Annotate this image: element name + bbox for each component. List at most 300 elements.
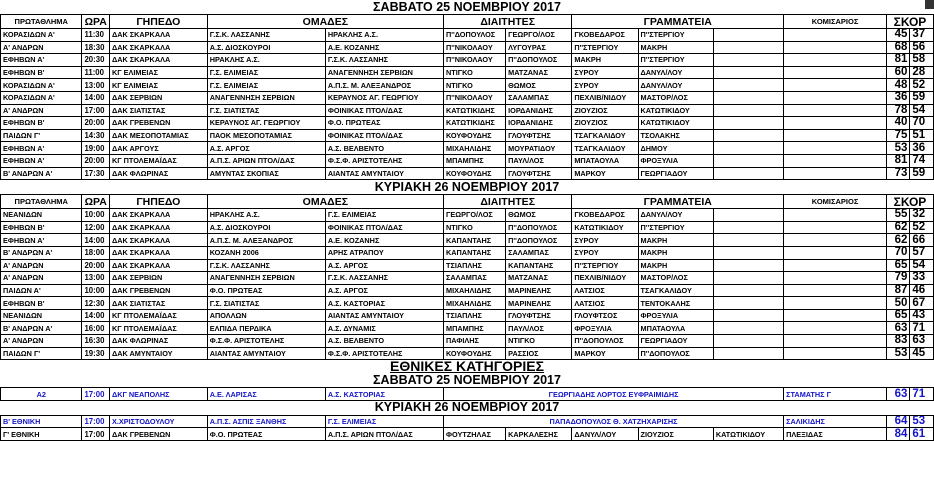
commissioner-cell xyxy=(784,272,887,285)
referee-1-cell: ΜΠΑΜΠΗΣ xyxy=(444,322,506,335)
time-cell: 11:00 xyxy=(82,66,109,79)
secretary-1-cell: ΖΙΟΥΖΙΟΣ xyxy=(572,117,638,130)
commissioner-cell xyxy=(784,91,887,104)
referee-2-cell: ΡΑΣΣΙΟΣ xyxy=(506,347,572,360)
referee-1-cell: ΝΤΙΓΚΟ xyxy=(444,66,506,79)
sunday-match-row xyxy=(1,284,934,297)
home-team-cell: ΗΡΑΚΛΗΣ Α.Σ. xyxy=(207,54,325,67)
home-team-cell: ΑΝΑΓΕΝΝΗΣΗ ΣΕΡΒΙΩΝ xyxy=(207,91,325,104)
secretary-1-cell: ΜΠΑΤΑΟΥΛΑ xyxy=(572,154,638,167)
secretary-3-cell xyxy=(713,221,783,234)
referee-1-cell: Π''ΝΙΚΟΛΑΟΥ xyxy=(444,91,506,104)
commissioner-cell xyxy=(784,29,887,42)
championship-cell: ΚΟΡΑΣΙΔΩΝ Α' xyxy=(1,91,82,104)
home-team-cell: Γ.Σ. ΣΙΑΤΙΣΤΑΣ xyxy=(207,104,325,117)
referee-2-cell: ΓΕΩΡΓΟ/ΛΟΣ xyxy=(506,29,572,42)
home-score-cell: 36 xyxy=(886,91,909,104)
venue-cell: ΔΑΚ ΜΕΣΟΠΟΤΑΜΙΑΣ xyxy=(109,129,207,142)
away-score-cell: 52 xyxy=(910,79,934,92)
saturday-title xyxy=(1,0,934,15)
referees-cell: ΓΕΩΡΓΙΑΔΗΣ ΛΟΡΤΟΣ ΕΥΦΡΑΙΜΙΔΗΣ xyxy=(444,388,784,401)
venue-cell: Χ.ΧΡΙΣΤΟΔΟΥΛΟΥ xyxy=(109,415,207,428)
commissioner-cell: ΣΑΛΙΚΙΔΗΣ xyxy=(784,415,887,428)
away-team-cell: ΦΟΙΝΙΚΑΣ ΠΤΟΛ/ΔΑΣ xyxy=(325,221,443,234)
referee-2-cell: ΜΑΡΙΝΕΛΗΣ xyxy=(506,297,572,310)
away-score-cell: 53 xyxy=(910,415,934,428)
referee-1-cell: ΣΑΛΑΜΠΑΣ xyxy=(444,272,506,285)
home-score-cell: 87 xyxy=(886,284,909,297)
time-cell: 20:00 xyxy=(82,154,109,167)
home-team-cell: Α.Π.Σ. ΑΣΠΙΣ ΞΑΝΘΗΣ xyxy=(207,415,325,428)
secretary-1-cell: ΓΚΟΒΕΔΑΡΟΣ xyxy=(572,209,638,222)
championship-cell: Γ' ΕΘΝΙΚΗ xyxy=(1,428,82,441)
referee-2-cell: ΝΤΙΓΚΟ xyxy=(506,335,572,348)
secretary-2-cell: ΚΑΤΩΤΙΚΙΔΟΥ xyxy=(638,117,713,130)
secretary-3-cell xyxy=(713,297,783,310)
home-team-cell: Γ.Σ.Κ. ΛΑΣΣΑΝΗΣ xyxy=(207,29,325,42)
referee-1-cell: Π''ΝΙΚΟΛΑΟΥ xyxy=(444,54,506,67)
secretary-1-cell: ΤΣΑΓΚΑΛΙΔΟΥ xyxy=(572,129,638,142)
secretary-1-cell: ΣΥΡΟΥ xyxy=(572,234,638,247)
away-score-cell: 67 xyxy=(910,297,934,310)
referee-1-cell: ΚΑΤΩΤΙΚΙΔΗΣ xyxy=(444,104,506,117)
championship-cell: ΚΟΡΑΣΙΔΩΝ Α' xyxy=(1,79,82,92)
championship-cell: Α' ΑΝΔΡΩΝ xyxy=(1,272,82,285)
commissioner-cell xyxy=(784,297,887,310)
championship-cell: ΕΦΗΒΩΝ Β' xyxy=(1,117,82,130)
venue-cell: ΔΑΚ ΣΙΑΤΙΣΤΑΣ xyxy=(109,297,207,310)
venue-cell: ΔΑΚ ΣΚΑΡΚΑΛΑ xyxy=(109,209,207,222)
sunday-match-row xyxy=(1,322,934,335)
sunday-match-row xyxy=(1,335,934,348)
home-score-cell: 81 xyxy=(886,154,909,167)
championship-cell: ΕΦΗΒΩΝ Α' xyxy=(1,54,82,67)
venue-cell: ΔΑΚ ΑΜΥΝΤΑΙΟΥ xyxy=(109,347,207,360)
away-team-cell: Α.Σ. ΚΑΣΤΟΡΙΑΣ xyxy=(325,388,443,401)
secretary-2-cell: ΜΠΑΤΑΟΥΛΑ xyxy=(638,322,713,335)
national-sunday-title xyxy=(1,400,934,415)
home-score-cell: 50 xyxy=(886,297,909,310)
away-team-cell: Α.Σ. ΒΕΛΒΕΝΤΟ xyxy=(325,335,443,348)
sunday-match-row xyxy=(1,347,934,360)
home-team-cell: ΗΡΑΚΛΗΣ Α.Σ. xyxy=(207,209,325,222)
secretary-2-cell: Π''ΣΤΕΡΓΙΟΥ xyxy=(638,29,713,42)
time-cell: 16:00 xyxy=(82,322,109,335)
home-team-cell: Α.Σ. ΔΙΟΣΚΟΥΡΟΙ xyxy=(207,41,325,54)
home-score-cell: 55 xyxy=(886,209,909,222)
away-team-cell: Α.Π.Σ. Μ. ΑΛΕΞΑΝΔΡΟΣ xyxy=(325,79,443,92)
commissioner-cell xyxy=(784,142,887,155)
referee-2-cell: ΚΑΡΚΑΛΕΣΗΣ xyxy=(506,428,572,441)
time-cell: 18:00 xyxy=(82,246,109,259)
secretary-3-cell xyxy=(713,284,783,297)
secretary-1-cell: ΛΑΤΣΙΟΣ xyxy=(572,297,638,310)
referee-1-cell: ΚΑΠΑΝΤΑΗΣ xyxy=(444,234,506,247)
commissioner-cell xyxy=(784,104,887,117)
secretary-1-cell: Π''ΣΤΕΡΓΙΟΥ xyxy=(572,41,638,54)
sunday-match-row xyxy=(1,209,934,222)
away-team-cell: Γ.Σ. ΕΛΙΜΕΙΑΣ xyxy=(325,209,443,222)
secretary-2-cell: Π''ΣΤΕΡΓΙΟΥ xyxy=(638,221,713,234)
secretary-1-cell: ΣΥΡΟΥ xyxy=(572,79,638,92)
home-score-cell: 65 xyxy=(886,309,909,322)
header-commissioner: ΚΟΜΙΣΑΡΙΟΣ xyxy=(784,195,887,209)
referee-1-cell: ΦΟΥΤΖΗΛΑΣ xyxy=(444,428,506,441)
header-teams: ΟΜΑΔΕΣ xyxy=(207,15,443,29)
time-cell: 20:00 xyxy=(82,117,109,130)
championship-cell: Α' ΑΝΔΡΩΝ xyxy=(1,335,82,348)
referee-1-cell: ΚΟΥΦΟΥΔΗΣ xyxy=(444,167,506,180)
secretary-2-cell: ΓΕΩΡΓΙΑΔΟΥ xyxy=(638,335,713,348)
saturday-match-row xyxy=(1,117,934,130)
commissioner-cell xyxy=(784,129,887,142)
header-referees: ΔΙΑΙΤΗΤΕΣ xyxy=(444,195,572,209)
national-sunday-title-cell xyxy=(1,400,934,415)
referee-2-cell: ΛΥΓΟΥΡΑΣ xyxy=(506,41,572,54)
away-score-cell: 33 xyxy=(910,272,934,285)
home-score-cell: 48 xyxy=(886,79,909,92)
away-score-cell: 63 xyxy=(910,335,934,348)
sunday-match-row xyxy=(1,309,934,322)
header-score: ΣΚΟΡ xyxy=(886,195,933,209)
sunday-match-row xyxy=(1,272,934,285)
time-cell: 17:00 xyxy=(82,388,109,401)
venue-cell: ΔΑΚ ΦΛΩΡΙΝΑΣ xyxy=(109,335,207,348)
home-team-cell: Α.Σ. ΑΡΓΟΣ xyxy=(207,142,325,155)
referee-1-cell: ΚΟΥΦΟΥΔΗΣ xyxy=(444,347,506,360)
home-score-cell: 60 xyxy=(886,66,909,79)
commissioner-cell xyxy=(784,209,887,222)
away-team-cell: Φ.Ο. ΠΡΩΤΕΑΣ xyxy=(325,117,443,130)
referee-1-cell: ΚΑΠΑΝΤΑΗΣ xyxy=(444,246,506,259)
away-team-cell: ΗΡΑΚΛΗΣ Α.Σ. xyxy=(325,29,443,42)
home-team-cell: Γ.Σ. ΕΛΙΜΕΙΑΣ xyxy=(207,66,325,79)
away-score-cell: 56 xyxy=(910,41,934,54)
national-saturday-title xyxy=(1,373,934,388)
away-score-cell: 57 xyxy=(910,246,934,259)
home-team-cell: ΑΝΑΓΕΝΝΗΣΗ ΣΕΡΒΙΩΝ xyxy=(207,272,325,285)
referee-1-cell: ΚΟΥΦΟΥΔΗΣ xyxy=(444,129,506,142)
home-score-cell: 63 xyxy=(886,388,909,401)
home-team-cell: Γ.Σ.Κ. ΛΑΣΣΑΝΗΣ xyxy=(207,259,325,272)
away-team-cell: Φ.Σ.Φ. ΑΡΙΣΤΟΤΕΛΗΣ xyxy=(325,347,443,360)
secretary-2-cell: ΔΗΜΟΥ xyxy=(638,142,713,155)
referee-2-cell: ΣΑΛΑΜΠΑΣ xyxy=(506,91,572,104)
header-time: ΩΡΑ xyxy=(82,195,109,209)
time-cell: 14:30 xyxy=(82,129,109,142)
championship-cell: Β' ΑΝΔΡΩΝ Α' xyxy=(1,322,82,335)
away-team-cell: ΦΟΙΝΙΚΑΣ ΠΤΟΛ/ΔΑΣ xyxy=(325,129,443,142)
referee-1-cell: ΚΑΤΩΤΙΚΙΔΗΣ xyxy=(444,117,506,130)
home-team-cell: Γ.Σ. ΣΙΑΤΙΣΤΑΣ xyxy=(207,297,325,310)
referee-2-cell: ΚΑΠΑΝΤΑΗΣ xyxy=(506,259,572,272)
header-championship: ΠΡΩΤΑΘΛΗΜΑ xyxy=(1,195,82,209)
commissioner-cell xyxy=(784,284,887,297)
home-team-cell: ΑΠΟΛΛΩΝ xyxy=(207,309,325,322)
time-cell: 20:00 xyxy=(82,259,109,272)
header-secretariat: ΓΡΑΜΜΑΤΕΙΑ xyxy=(572,15,784,29)
secretary-2-cell: ΤΣΟΛΑΚΗΣ xyxy=(638,129,713,142)
time-cell: 10:00 xyxy=(82,284,109,297)
commissioner-cell xyxy=(784,309,887,322)
commissioner-cell xyxy=(784,234,887,247)
home-score-cell: 53 xyxy=(886,347,909,360)
referee-1-cell: Π''ΝΙΚΟΛΑΟΥ xyxy=(444,41,506,54)
venue-cell: ΔΑΚ ΓΡΕΒΕΝΩΝ xyxy=(109,428,207,441)
home-score-cell: 53 xyxy=(886,142,909,155)
secretary-1-cell: ΓΚΟΒΕΔΑΡΟΣ xyxy=(572,29,638,42)
time-cell: 14:00 xyxy=(82,91,109,104)
header-teams: ΟΜΑΔΕΣ xyxy=(207,195,443,209)
sunday-match-row xyxy=(1,221,934,234)
home-team-cell: ΚΟΖΑΝΗ 2006 xyxy=(207,246,325,259)
commissioner-cell xyxy=(784,167,887,180)
home-score-cell: 78 xyxy=(886,104,909,117)
referee-2-cell: ΓΛΟΥΦΤΣΗΣ xyxy=(506,129,572,142)
referee-2-cell: ΠΑΥΛ/ΛΟΣ xyxy=(506,154,572,167)
secretary-3-cell xyxy=(713,246,783,259)
secretary-2-cell: ΚΑΤΩΤΙΚΙΔΟΥ xyxy=(638,104,713,117)
away-score-cell: 37 xyxy=(910,29,934,42)
championship-cell: Α' ΑΝΔΡΩΝ xyxy=(1,104,82,117)
referee-1-cell: ΓΕΩΡΓΟ/ΛΟΣ xyxy=(444,209,506,222)
championship-cell: ΕΦΗΒΩΝ Β' xyxy=(1,221,82,234)
away-score-cell: 71 xyxy=(910,388,934,401)
time-cell: 19:00 xyxy=(82,142,109,155)
commissioner-cell xyxy=(784,246,887,259)
venue-cell: ΔΑΚ ΓΡΕΒΕΝΩΝ xyxy=(109,284,207,297)
commissioner-cell xyxy=(784,347,887,360)
secretary-2-cell: Π''ΔΟΠΟΥΛΟΣ xyxy=(638,347,713,360)
home-team-cell: Α.Π.Σ. ΑΡΙΩΝ ΠΤΟΛ/ΔΑΣ xyxy=(207,154,325,167)
away-team-cell: ΑΙΑΝΤΑΣ ΑΜΥΝΤΑΙΟΥ xyxy=(325,167,443,180)
header-score: ΣΚΟΡ xyxy=(886,15,933,29)
time-cell: 17:00 xyxy=(82,104,109,117)
time-cell: 18:30 xyxy=(82,41,109,54)
venue-cell: ΔΑΚ ΣΚΑΡΚΑΛΑ xyxy=(109,234,207,247)
referee-2-cell: ΣΑΛΑΜΠΑΣ xyxy=(506,246,572,259)
saturday-title-text: ΣΑΒΒΑΤΟ 25 ΝΟΕΜΒΡΙΟΥ 2017 xyxy=(373,0,561,14)
secretary-1-cell: ΜΑΡΚΟΥ xyxy=(572,167,638,180)
national-title-cell xyxy=(1,360,934,374)
secretary-1-cell: Π''ΔΟΠΟΥΛΟΣ xyxy=(572,335,638,348)
away-score-cell: 59 xyxy=(910,91,934,104)
commissioner-cell xyxy=(784,54,887,67)
secretary-2-cell: Π''ΣΤΕΡΓΙΟΥ xyxy=(638,54,713,67)
venue-cell: ΚΓ ΕΛΙΜΕΙΑΣ xyxy=(109,66,207,79)
venue-cell: ΔΑΚ ΑΡΓΟΥΣ xyxy=(109,142,207,155)
venue-cell: ΔΑΚ ΣΕΡΒΙΩΝ xyxy=(109,272,207,285)
referee-1-cell: ΝΤΙΓΚΟ xyxy=(444,221,506,234)
secretary-2-cell: ΜΑΚΡΗ xyxy=(638,259,713,272)
saturday-match-row xyxy=(1,41,934,54)
secretary-1-cell: ΠΕΧΛΙΒ/ΝΙΔΟΥ xyxy=(572,91,638,104)
secretary-3-cell xyxy=(713,117,783,130)
sunday-title-cell xyxy=(1,180,934,195)
sunday-match-row xyxy=(1,297,934,310)
national-saturday-title-cell xyxy=(1,373,934,388)
away-team-cell: Α.Σ. ΚΑΣΤΟΡΙΑΣ xyxy=(325,297,443,310)
secretary-3-cell xyxy=(713,234,783,247)
secretary-3-cell xyxy=(713,335,783,348)
secretary-3-cell xyxy=(713,91,783,104)
header-venue: ΓΗΠΕΔΟ xyxy=(109,195,207,209)
secretary-1-cell: ΜΑΡΚΟΥ xyxy=(572,347,638,360)
home-team-cell: Γ.Σ. ΕΛΙΜΕΙΑΣ xyxy=(207,79,325,92)
away-score-cell: 59 xyxy=(910,167,934,180)
home-score-cell: 64 xyxy=(886,415,909,428)
championship-cell: ΚΟΡΑΣΙΔΩΝ Α' xyxy=(1,29,82,42)
home-team-cell: ΑΙΑΝΤΑΣ ΑΜΥΝΤΑΙΟΥ xyxy=(207,347,325,360)
saturday-match-row xyxy=(1,154,934,167)
away-team-cell: Γ.Σ. ΕΛΙΜΕΙΑΣ xyxy=(325,415,443,428)
header-time: ΩΡΑ xyxy=(82,15,109,29)
secretary-1-cell: Π''ΣΤΕΡΓΙΟΥ xyxy=(572,259,638,272)
secretary-1-cell: ΖΙΟΥΖΙΟΣ xyxy=(572,104,638,117)
away-team-cell: ΚΕΡΑΥΝΟΣ ΑΓ. ΓΕΩΡΓΙΟΥ xyxy=(325,91,443,104)
home-score-cell: 68 xyxy=(886,41,909,54)
commissioner-cell xyxy=(784,259,887,272)
saturday-match-row xyxy=(1,54,934,67)
secretary-3-cell: ΚΑΤΩΤΙΚΙΔΟΥ xyxy=(713,428,783,441)
away-team-cell: Α.Σ. ΒΕΛΒΕΝΤΟ xyxy=(325,142,443,155)
referee-1-cell: ΤΣΙΑΠΛΗΣ xyxy=(444,259,506,272)
secretary-2-cell: ΜΑΣΤΟΡ/ΛΟΣ xyxy=(638,91,713,104)
commissioner-cell xyxy=(784,66,887,79)
commissioner-cell xyxy=(784,79,887,92)
away-score-cell: 54 xyxy=(910,259,934,272)
saturday-title-cell xyxy=(1,0,934,15)
secretary-2-cell: ΖΙΟΥΖΙΟΣ xyxy=(638,428,713,441)
saturday-match-row xyxy=(1,142,934,155)
away-team-cell: ΦΟΙΝΙΚΑΣ ΠΤΟΛ/ΔΑΣ xyxy=(325,104,443,117)
venue-cell: ΔΑΚ ΣΚΑΡΚΑΛΑ xyxy=(109,29,207,42)
championship-cell: Β' ΕΘΝΙΚΗ xyxy=(1,415,82,428)
championship-cell: ΕΦΗΒΩΝ Β' xyxy=(1,66,82,79)
venue-cell: ΔΚΓ ΝΕΑΠΟΛΗΣ xyxy=(109,388,207,401)
sunday-match-row xyxy=(1,246,934,259)
sunday-title-text: ΚΥΡΙΑΚΗ 26 ΝΟΕΜΒΡΙΟΥ 2017 xyxy=(374,179,560,194)
referee-2-cell: ΓΛΟΥΦΤΣΗΣ xyxy=(506,309,572,322)
time-cell: 17:00 xyxy=(82,415,109,428)
venue-cell: ΔΑΚ ΣΚΑΡΚΑΛΑ xyxy=(109,246,207,259)
time-cell: 11:30 xyxy=(82,29,109,42)
home-team-cell: Φ.Ο. ΠΡΩΤΕΑΣ xyxy=(207,284,325,297)
referee-1-cell: ΤΣΙΑΠΛΗΣ xyxy=(444,309,506,322)
home-score-cell: 73 xyxy=(886,167,909,180)
championship-cell: ΕΦΗΒΩΝ Α' xyxy=(1,234,82,247)
secretary-2-cell: ΓΕΩΡΓΙΑΔΟΥ xyxy=(638,167,713,180)
national-title-text: ΕΘΝΙΚΕΣ ΚΑΤΗΓΟΡΙΕΣ xyxy=(390,359,544,374)
home-team-cell: ΠΑΟΚ ΜΕΣΟΠΟΤΑΜΙΑΣ xyxy=(207,129,325,142)
secretary-3-cell xyxy=(713,209,783,222)
away-team-cell: Α.Π.Σ. ΑΡΙΩΝ ΠΤΟΛ/ΔΑΣ xyxy=(325,428,443,441)
home-score-cell: 65 xyxy=(886,259,909,272)
time-cell: 17:30 xyxy=(82,167,109,180)
secretary-3-cell xyxy=(713,272,783,285)
commissioner-cell: ΣΤΑΜΑΤΗΣ Γ xyxy=(784,388,887,401)
time-cell: 19:30 xyxy=(82,347,109,360)
secretary-3-cell xyxy=(713,259,783,272)
away-team-cell: Γ.Σ.Κ. ΛΑΣΣΑΝΗΣ xyxy=(325,54,443,67)
time-cell: 17:00 xyxy=(82,428,109,441)
referee-1-cell: ΜΙΧΑΗΛΙΔΗΣ xyxy=(444,142,506,155)
away-team-cell: Γ.Σ.Κ. ΛΑΣΣΑΝΗΣ xyxy=(325,272,443,285)
venue-cell: ΔΑΚ ΣΕΡΒΙΩΝ xyxy=(109,91,207,104)
championship-cell: Α2 xyxy=(1,388,82,401)
referee-1-cell: ΜΙΧΑΗΛΙΔΗΣ xyxy=(444,297,506,310)
home-team-cell: ΕΛΠΙΔΑ ΠΕΡΔΙΚΑ xyxy=(207,322,325,335)
away-score-cell: 46 xyxy=(910,284,934,297)
home-team-cell: Α.Σ. ΔΙΟΣΚΟΥΡΟΙ xyxy=(207,221,325,234)
sunday-header xyxy=(1,195,934,209)
home-team-cell: Α.Ε. ΛΑΡΙΣΑΣ xyxy=(207,388,325,401)
home-score-cell: 62 xyxy=(886,221,909,234)
away-score-cell: 71 xyxy=(910,322,934,335)
home-score-cell: 40 xyxy=(886,117,909,130)
secretary-2-cell: ΦΡΟΞΥΛΙΑ xyxy=(638,154,713,167)
away-team-cell: Φ.Σ.Φ. ΑΡΙΣΤΟΤΕΛΗΣ xyxy=(325,154,443,167)
time-cell: 13:00 xyxy=(82,79,109,92)
championship-cell: ΠΑΙΔΩΝ Γ' xyxy=(1,129,82,142)
venue-cell: ΚΓ ΕΛΙΜΕΙΑΣ xyxy=(109,79,207,92)
sunday-match-row xyxy=(1,259,934,272)
national-saturday-title-text: ΣΑΒΒΑΤΟ 25 ΝΟΕΜΒΡΙΟΥ 2017 xyxy=(373,373,561,387)
championship-cell: ΕΦΗΒΩΝ Β' xyxy=(1,297,82,310)
referee-2-cell: ΠΑΥΛ/ΛΟΣ xyxy=(506,322,572,335)
secretary-3-cell xyxy=(713,66,783,79)
venue-cell: ΔΑΚ ΣΚΑΡΚΑΛΑ xyxy=(109,54,207,67)
national-sunday-row xyxy=(1,428,934,441)
secretary-3-cell xyxy=(713,322,783,335)
home-score-cell: 84 xyxy=(886,428,909,441)
championship-cell: ΝΕΑΝΙΔΩΝ xyxy=(1,209,82,222)
home-score-cell: 79 xyxy=(886,272,909,285)
referee-2-cell: ΘΩΜΟΣ xyxy=(506,209,572,222)
championship-cell: Α' ΑΝΔΡΩΝ xyxy=(1,41,82,54)
national-saturday-row xyxy=(1,388,934,401)
secretary-3-cell xyxy=(713,54,783,67)
saturday-match-row xyxy=(1,29,934,42)
secretary-3-cell xyxy=(713,129,783,142)
venue-cell: ΔΑΚ ΦΛΩΡΙΝΑΣ xyxy=(109,167,207,180)
venue-cell: ΔΑΚ ΣΙΑΤΙΣΤΑΣ xyxy=(109,104,207,117)
away-team-cell: Α.Ε. ΚΟΖΑΝΗΣ xyxy=(325,41,443,54)
away-score-cell: 32 xyxy=(910,209,934,222)
secretary-3-cell xyxy=(713,347,783,360)
home-score-cell: 63 xyxy=(886,322,909,335)
venue-cell: ΚΓ ΠΤΟΛΕΜΑΪΔΑΣ xyxy=(109,309,207,322)
championship-cell: ΕΦΗΒΩΝ Α' xyxy=(1,142,82,155)
header-championship: ΠΡΩΤΑΘΛΗΜΑ xyxy=(1,15,82,29)
referee-2-cell: ΓΛΟΥΦΤΣΗΣ xyxy=(506,167,572,180)
away-score-cell: 70 xyxy=(910,117,934,130)
away-score-cell: 66 xyxy=(910,234,934,247)
secretary-1-cell: ΚΑΤΩΤΙΚΙΔΟΥ xyxy=(572,221,638,234)
referee-2-cell: ΙΟΡΔΑΝΙΔΗΣ xyxy=(506,104,572,117)
commissioner-cell xyxy=(784,322,887,335)
commissioner-cell xyxy=(784,221,887,234)
saturday-match-row xyxy=(1,129,934,142)
away-team-cell: ΑΙΑΝΤΑΣ ΑΜΥΝΤΑΙΟΥ xyxy=(325,309,443,322)
time-cell: 10:00 xyxy=(82,209,109,222)
referee-1-cell: ΜΠΑΜΠΗΣ xyxy=(444,154,506,167)
championship-cell: ΕΦΗΒΩΝ Α' xyxy=(1,154,82,167)
secretary-2-cell: ΦΡΟΞΥΛΙΑ xyxy=(638,309,713,322)
away-score-cell: 28 xyxy=(910,66,934,79)
secretary-3-cell xyxy=(713,29,783,42)
commissioner-cell xyxy=(784,154,887,167)
